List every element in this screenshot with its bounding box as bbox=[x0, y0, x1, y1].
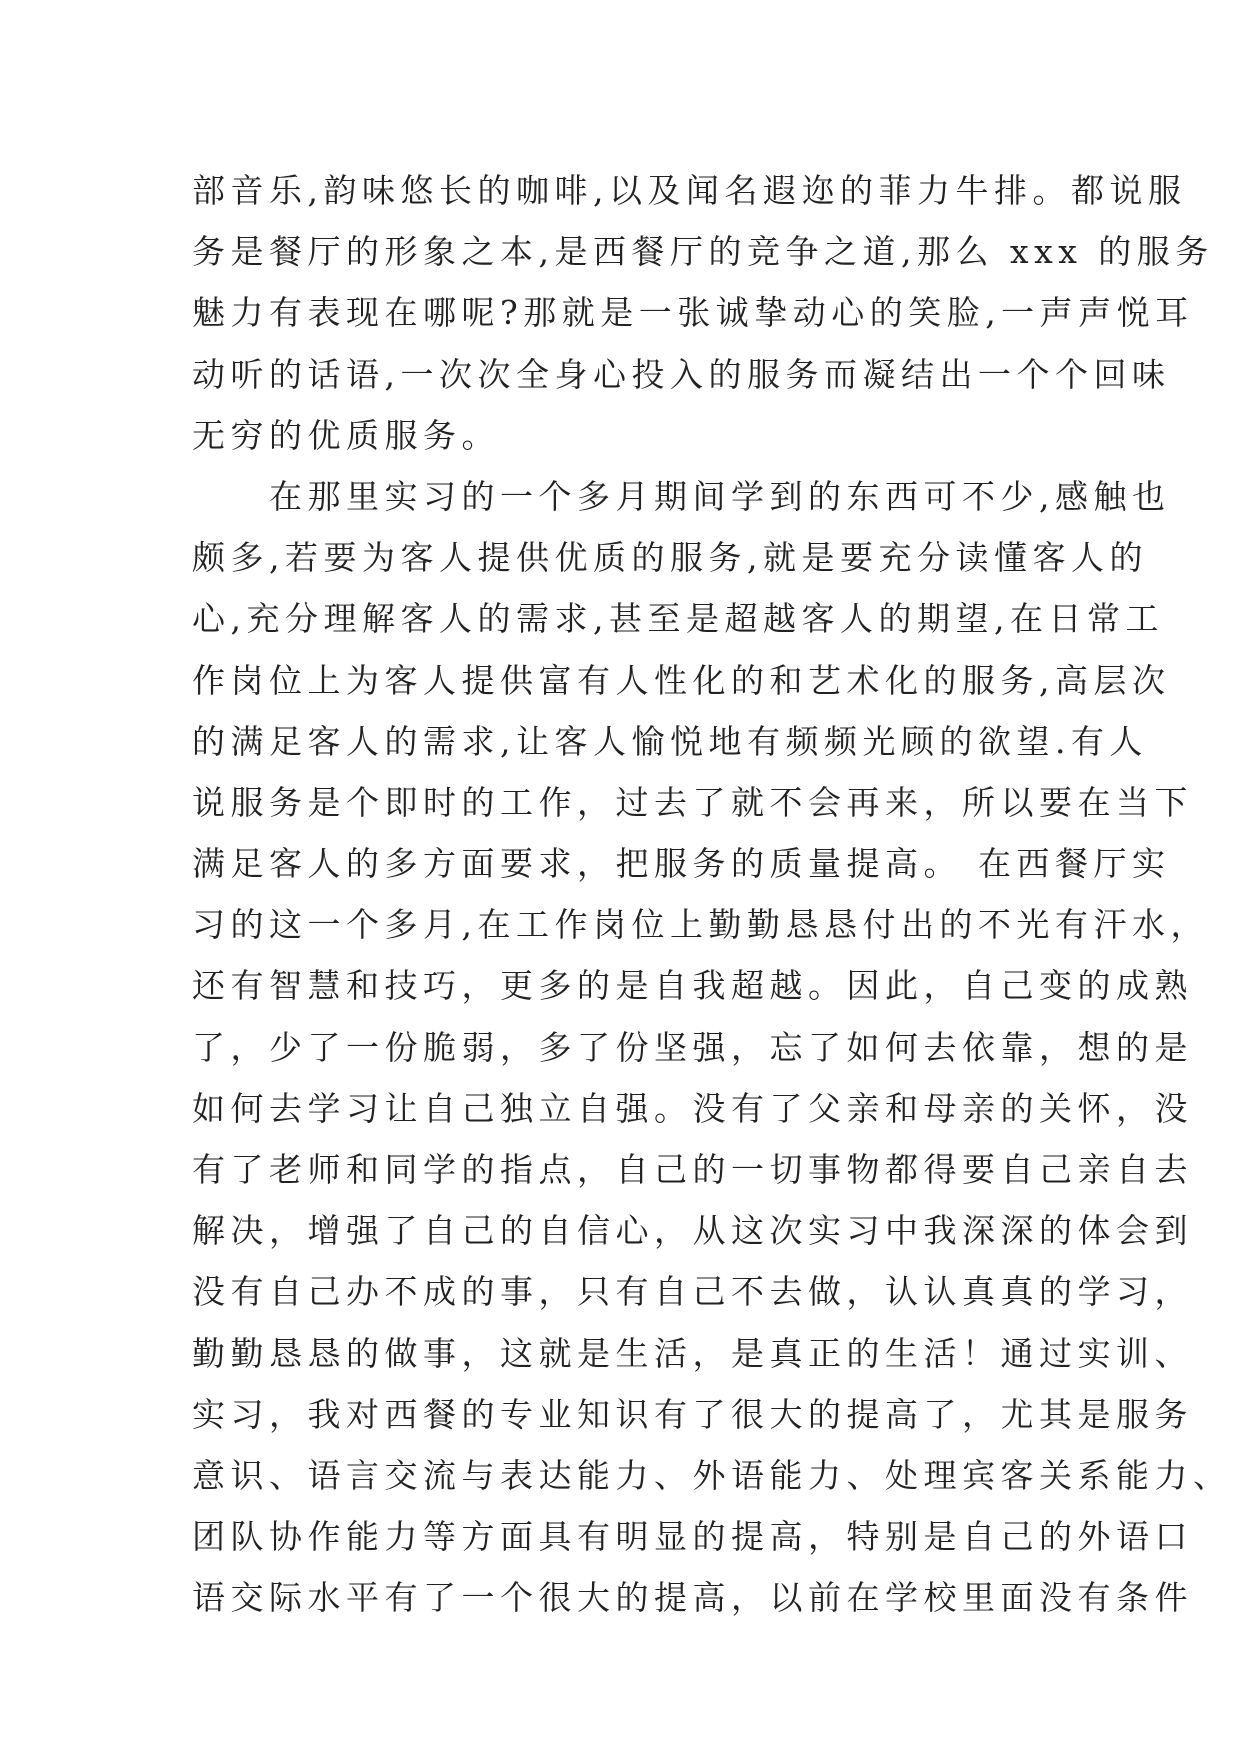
text-line: 语交际水平有了一个很大的提高，以前在学校里面没有条件 bbox=[192, 1578, 1193, 1618]
text-line: 满足客人的多方面要求，把服务的质量提高。 在西餐厅实 bbox=[192, 844, 1171, 884]
text-line: 无穷的优质服务。 bbox=[192, 415, 500, 455]
text-line: 心,充分理解客人的需求,甚至是超越客人的期望,在日常工 bbox=[192, 599, 1164, 639]
text-line: 还有智慧和技巧，更多的是自我超越。因此，自己变的成熟 bbox=[192, 966, 1193, 1006]
text-line: 如何去学习让自己独立自强。没有了父亲和母亲的关怀，没 bbox=[192, 1088, 1193, 1128]
text-line: 部音乐,韵味悠长的咖啡,以及闻名遐迩的菲力牛排。都说服 bbox=[192, 171, 1187, 210]
text-line: 作岗位上为客人提供富有人性化的和艺术化的服务,高层次 bbox=[192, 660, 1171, 700]
text-line: 动听的话语,一次次全身心投入的服务而凝结出一个个回味 bbox=[192, 354, 1171, 394]
text-line: 了，少了一份脆弱，多了份坚强，忘了如何去依靠，想的是 bbox=[192, 1027, 1193, 1067]
body-text bbox=[192, 160, 1232, 1629]
text-line: 解决，增强了自己的自信心，从这次实习中我深深的体会到 bbox=[192, 1211, 1193, 1251]
text-line: 说服务是个即时的工作，过去了就不会再来，所以要在当下 bbox=[192, 782, 1193, 822]
text-line: 习的这一个多月,在工作岗位上勤勤恳恳付出的不光有汗水， bbox=[192, 905, 1209, 945]
text-line: 魅力有表现在哪呢?那就是一张诚挚动心的笑脸,一声声悦耳 bbox=[192, 293, 1194, 333]
text-line: 颇多,若要为客人提供优质的服务,就是要充分读懂客人的 bbox=[192, 538, 1148, 578]
text-line: 实习，我对西餐的专业知识有了很大的提高了，尤其是服务 bbox=[192, 1394, 1193, 1434]
text-line: 务是餐厅的形象之本,是西餐厅的竞争之道,那么 xxx 的服务 bbox=[192, 232, 1214, 272]
text-line: 在那里实习的一个多月期间学到的东西可不少,感触也 bbox=[192, 476, 1171, 516]
text-line: 有了老师和同学的指点，自己的一切事物都得要自己亲自去 bbox=[192, 1150, 1193, 1189]
text-line: 的满足客人的需求,让客人愉悦地有频频光顾的欲望.有人 bbox=[192, 721, 1148, 761]
text-line: 没有自己办不成的事，只有自己不去做，认认真真的学习， bbox=[192, 1272, 1193, 1312]
text-line: 团队协作能力等方面具有明显的提高，特别是自己的外语口 bbox=[192, 1517, 1193, 1557]
text-line: 意识、语言交流与表达能力、外语能力、处理宾客关系能力、 bbox=[192, 1455, 1232, 1495]
text-line: 勤勤恳恳的做事，这就是生活，是真正的生活！通过实训、 bbox=[192, 1333, 1193, 1373]
